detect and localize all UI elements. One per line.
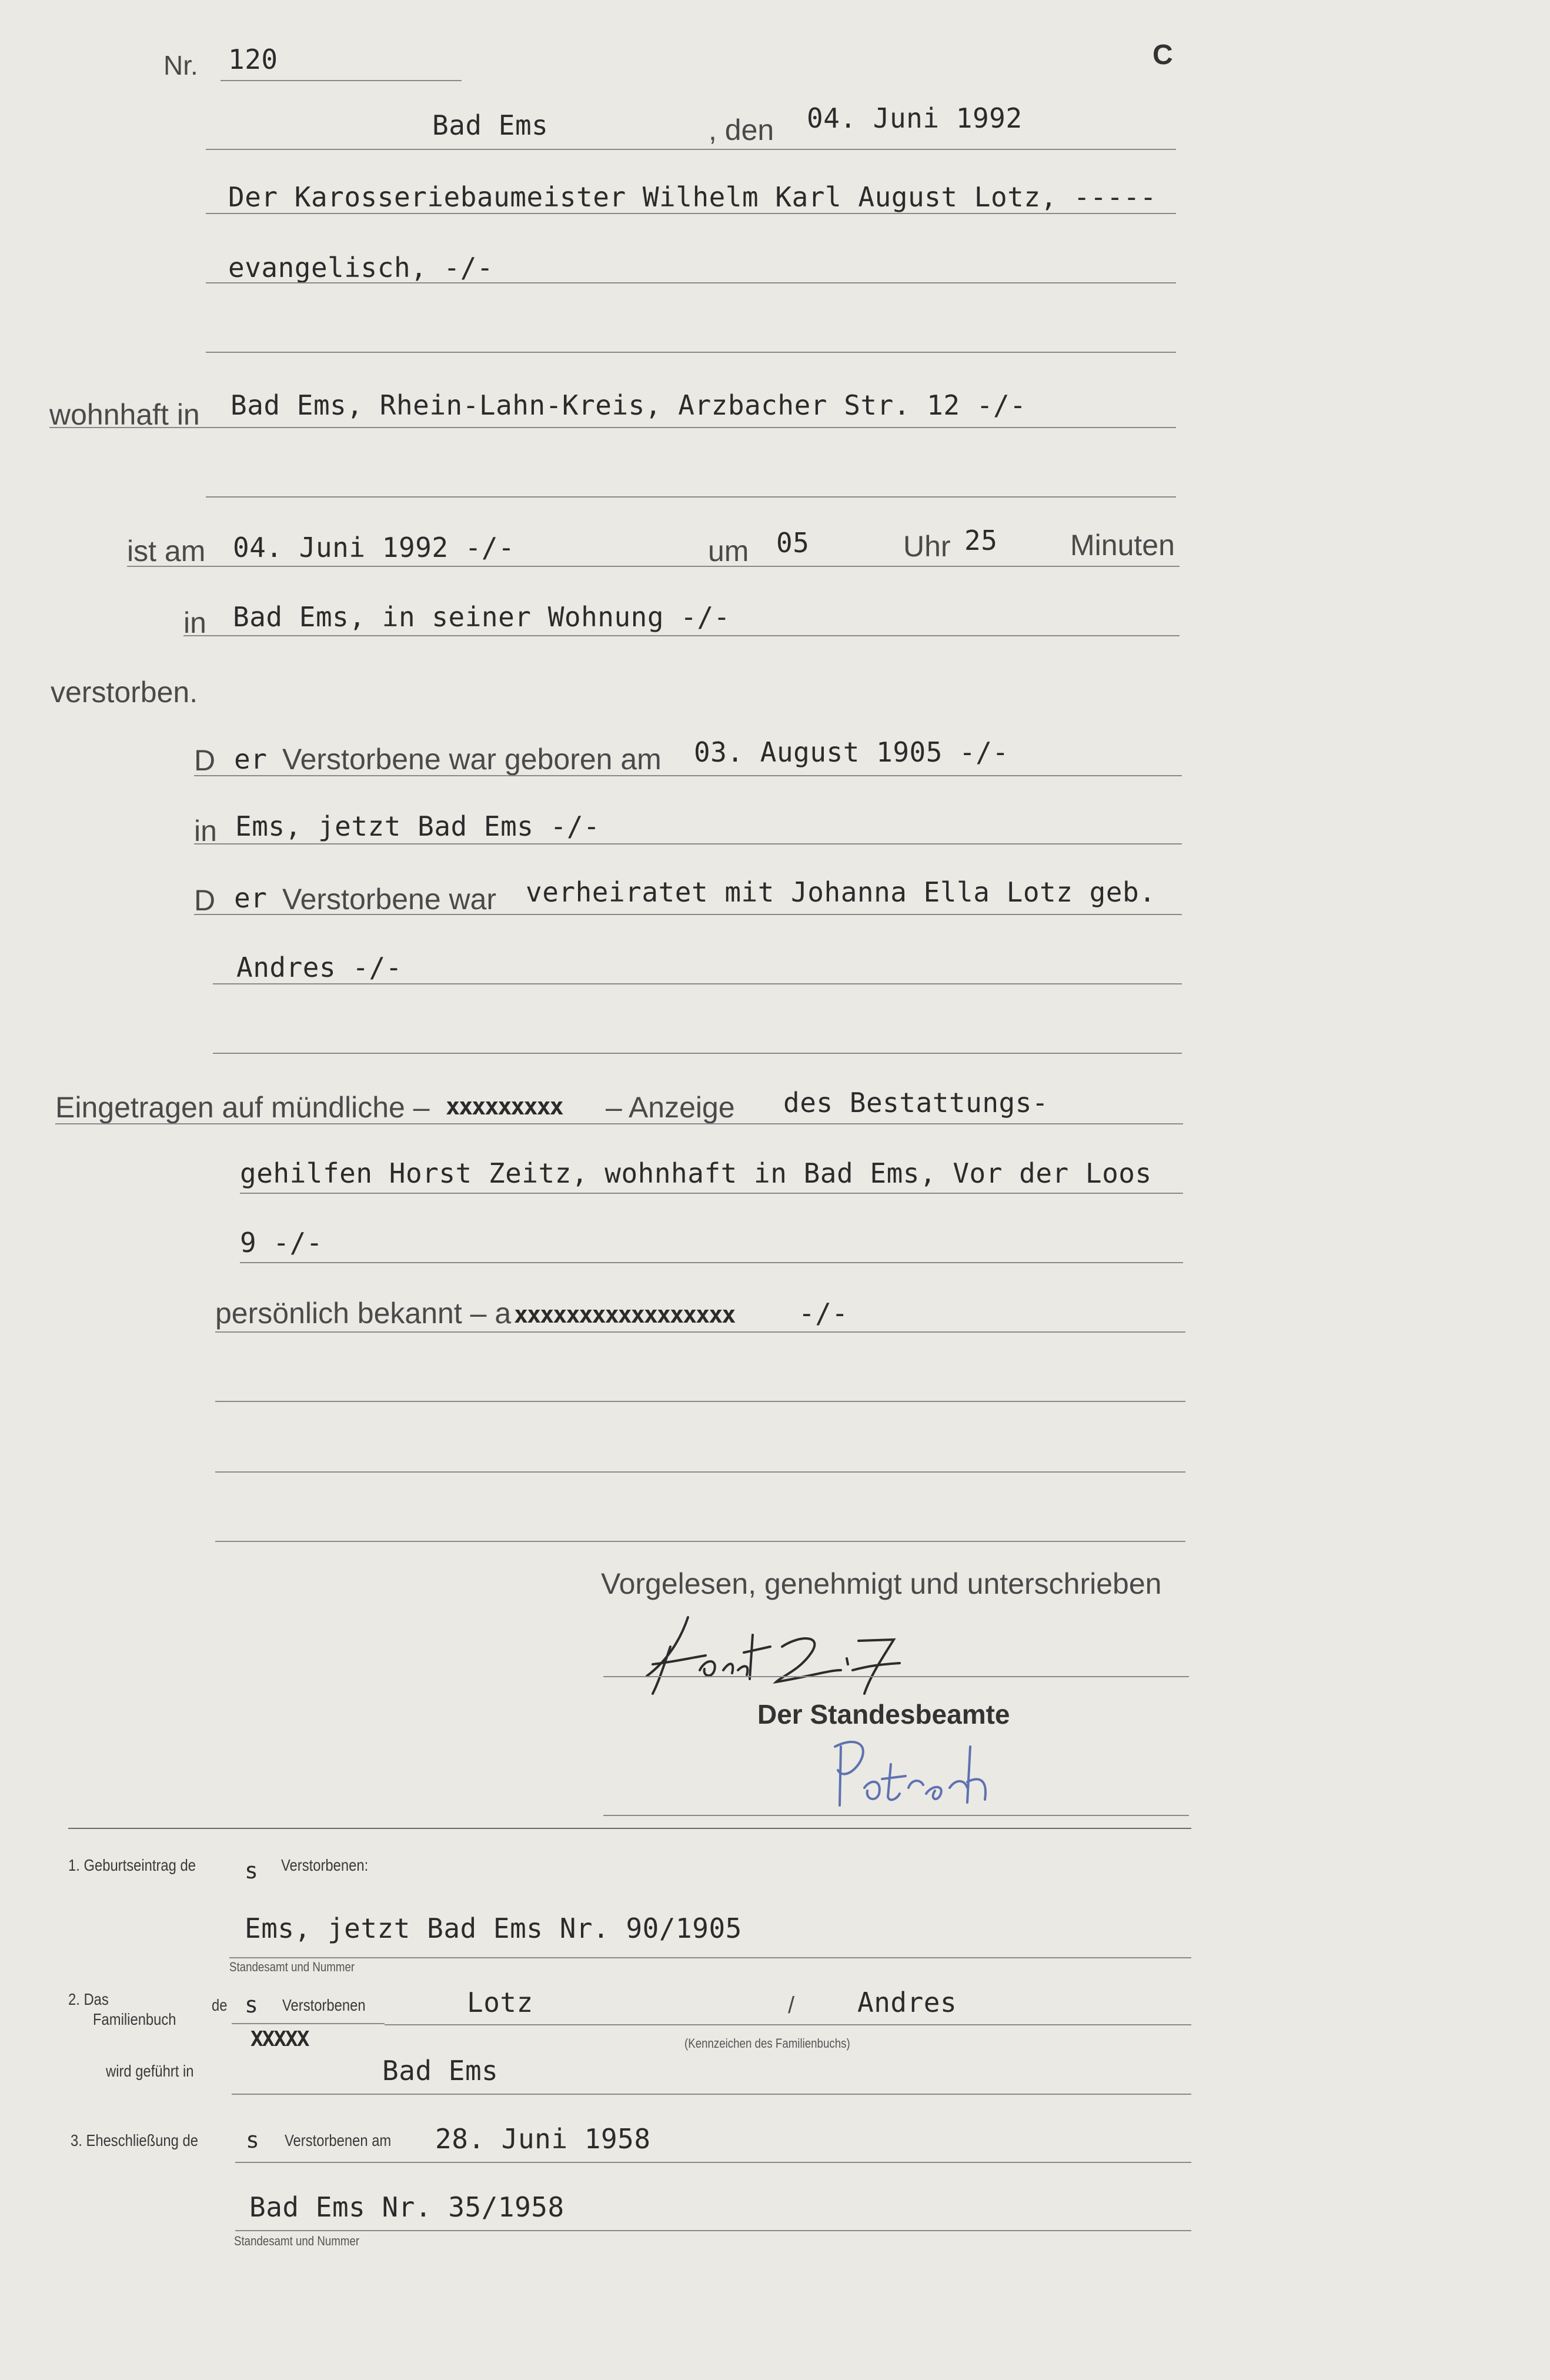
birth-in-label: in bbox=[194, 815, 217, 847]
verstorben-label: verstorben. bbox=[51, 676, 198, 709]
item2-label-b: Familienbuch bbox=[93, 2010, 176, 2028]
rule bbox=[127, 566, 1180, 567]
item2-label-a: 2. Das bbox=[68, 1990, 109, 2008]
item2-struck: XXXXX bbox=[250, 2027, 309, 2051]
rule bbox=[183, 635, 1180, 636]
rule bbox=[55, 1123, 1183, 1124]
rule bbox=[206, 282, 1176, 283]
item3-s: s bbox=[246, 2127, 260, 2153]
rule bbox=[240, 1193, 1183, 1194]
item3-value: Bad Ems Nr. 35/1958 bbox=[249, 2191, 564, 2223]
marriage-text-1: verheiratet mit Johanna Ella Lotz geb. bbox=[526, 876, 1156, 908]
rule bbox=[229, 1957, 1191, 1958]
uhr-label: Uhr bbox=[903, 530, 951, 563]
item2-name1: Lotz bbox=[467, 1987, 533, 2018]
item1-caption: Standesamt und Nummer bbox=[229, 1960, 355, 1974]
item2-kept: wird geführt in bbox=[106, 2062, 194, 2080]
birth-place: Ems, jetzt Bad Ems -/- bbox=[235, 810, 600, 842]
rule bbox=[206, 213, 1176, 214]
rule bbox=[385, 2024, 1191, 2025]
rule bbox=[215, 1471, 1185, 1473]
deceased-line-1: Der Karosseriebaumeister Wilhelm Karl August Lotz, ----- bbox=[228, 181, 1157, 213]
report-text-1: des Bestattungs- bbox=[783, 1087, 1049, 1119]
read-approved-line: Vorgelesen, genehmigt und unterschrieben bbox=[601, 1567, 1162, 1600]
ist-am-label: ist am bbox=[127, 535, 206, 568]
rule bbox=[215, 1541, 1185, 1542]
death-date: 04. Juni 1992 -/- bbox=[233, 532, 515, 563]
death-place: Bad Ems, in seiner Wohnung -/- bbox=[233, 601, 730, 633]
rule bbox=[194, 775, 1182, 776]
item3-caption: Standesamt und Nummer bbox=[234, 2234, 360, 2248]
report-text-2: gehilfen Horst Zeitz, wohnhaft in Bad Ems, Vor der Loos bbox=[240, 1157, 1152, 1189]
birth-er: er bbox=[234, 743, 268, 775]
birth-date: 03. August 1905 -/- bbox=[694, 736, 1009, 768]
rule bbox=[215, 1331, 1185, 1333]
item3-suffix: Verstorbenen am bbox=[285, 2131, 392, 2149]
rule bbox=[232, 2023, 385, 2024]
birth-label: Verstorbene war geboren am bbox=[282, 743, 662, 776]
rule bbox=[215, 1401, 1185, 1402]
item1-s: s bbox=[245, 1858, 259, 1884]
death-in-label: in bbox=[183, 606, 206, 639]
rule bbox=[603, 1815, 1189, 1816]
nr-line bbox=[221, 80, 462, 81]
um-label: um bbox=[708, 535, 749, 568]
registrar-signature bbox=[823, 1729, 1011, 1817]
marriage-er: er bbox=[234, 882, 268, 914]
den-label: , den bbox=[709, 114, 774, 146]
item3-date: 28. Juni 1958 bbox=[435, 2123, 651, 2155]
rule bbox=[603, 1676, 1189, 1677]
series-letter: C bbox=[1153, 39, 1173, 71]
minuten-label: Minuten bbox=[1070, 529, 1175, 562]
known-struck-text: xxxxxxxxxxxxxxxxx bbox=[514, 1301, 735, 1328]
nr-label: Nr. bbox=[163, 50, 198, 81]
marriage-label: Verstorbene war bbox=[282, 883, 497, 916]
known-mark: -/- bbox=[799, 1297, 849, 1329]
witness-signature bbox=[635, 1611, 941, 1700]
nr-value: 120 bbox=[228, 44, 278, 75]
rule bbox=[49, 427, 1176, 428]
rule bbox=[206, 496, 1176, 498]
birth-d-label: D bbox=[194, 744, 216, 777]
deceased-line-2: evangelisch, -/- bbox=[228, 252, 494, 283]
item2-de: de bbox=[212, 1996, 228, 2014]
item1-label: 1. Geburtseintrag de bbox=[68, 1856, 196, 1874]
known-label: persönlich bekannt – a bbox=[215, 1297, 512, 1330]
header-place: Bad Ems bbox=[432, 109, 549, 141]
item2-s: s bbox=[245, 1992, 259, 2018]
item2-caption: (Kennzeichen des Familienbuchs) bbox=[684, 2036, 850, 2051]
footer-separator bbox=[68, 1828, 1191, 1829]
marriage-d-label: D bbox=[194, 884, 216, 917]
residence-label: wohnhaft in bbox=[49, 398, 200, 431]
residence-value: Bad Ems, Rhein-Lahn-Kreis, Arzbacher Str. 12 -/- bbox=[231, 389, 1027, 421]
item2-place: Bad Ems bbox=[382, 2055, 499, 2087]
registrar-title: Der Standesbeamte bbox=[757, 1699, 1010, 1730]
rule bbox=[213, 983, 1182, 984]
header-line bbox=[206, 149, 1176, 150]
report-label-end: – Anzeige bbox=[606, 1091, 735, 1124]
header-date: 04. Juni 1992 bbox=[807, 102, 1023, 134]
item2-suffix: Verstorbenen bbox=[282, 1996, 366, 2014]
death-hour: 05 bbox=[776, 527, 810, 559]
rule bbox=[232, 2094, 1191, 2095]
item2-slash: / bbox=[788, 1992, 795, 2018]
rule bbox=[194, 914, 1182, 915]
report-label-start: Eingetragen auf mündliche – bbox=[55, 1091, 430, 1124]
item2-name2: Andres bbox=[857, 1987, 957, 2018]
item1-suffix: Verstorbenen: bbox=[281, 1856, 369, 1874]
rule bbox=[213, 1053, 1182, 1054]
death-minute: 25 bbox=[964, 525, 998, 556]
rule bbox=[206, 352, 1176, 353]
rule bbox=[240, 1262, 1183, 1263]
marriage-text-2: Andres -/- bbox=[236, 952, 402, 983]
item1-value: Ems, jetzt Bad Ems Nr. 90/1905 bbox=[245, 1912, 742, 1944]
report-text-3: 9 -/- bbox=[240, 1227, 323, 1259]
report-struck-text: xxxxxxxxx bbox=[446, 1093, 563, 1120]
item3-label: 3. Eheschließung de bbox=[71, 2131, 198, 2149]
rule bbox=[235, 2230, 1191, 2231]
rule bbox=[235, 2162, 1191, 2163]
rule bbox=[194, 843, 1182, 844]
